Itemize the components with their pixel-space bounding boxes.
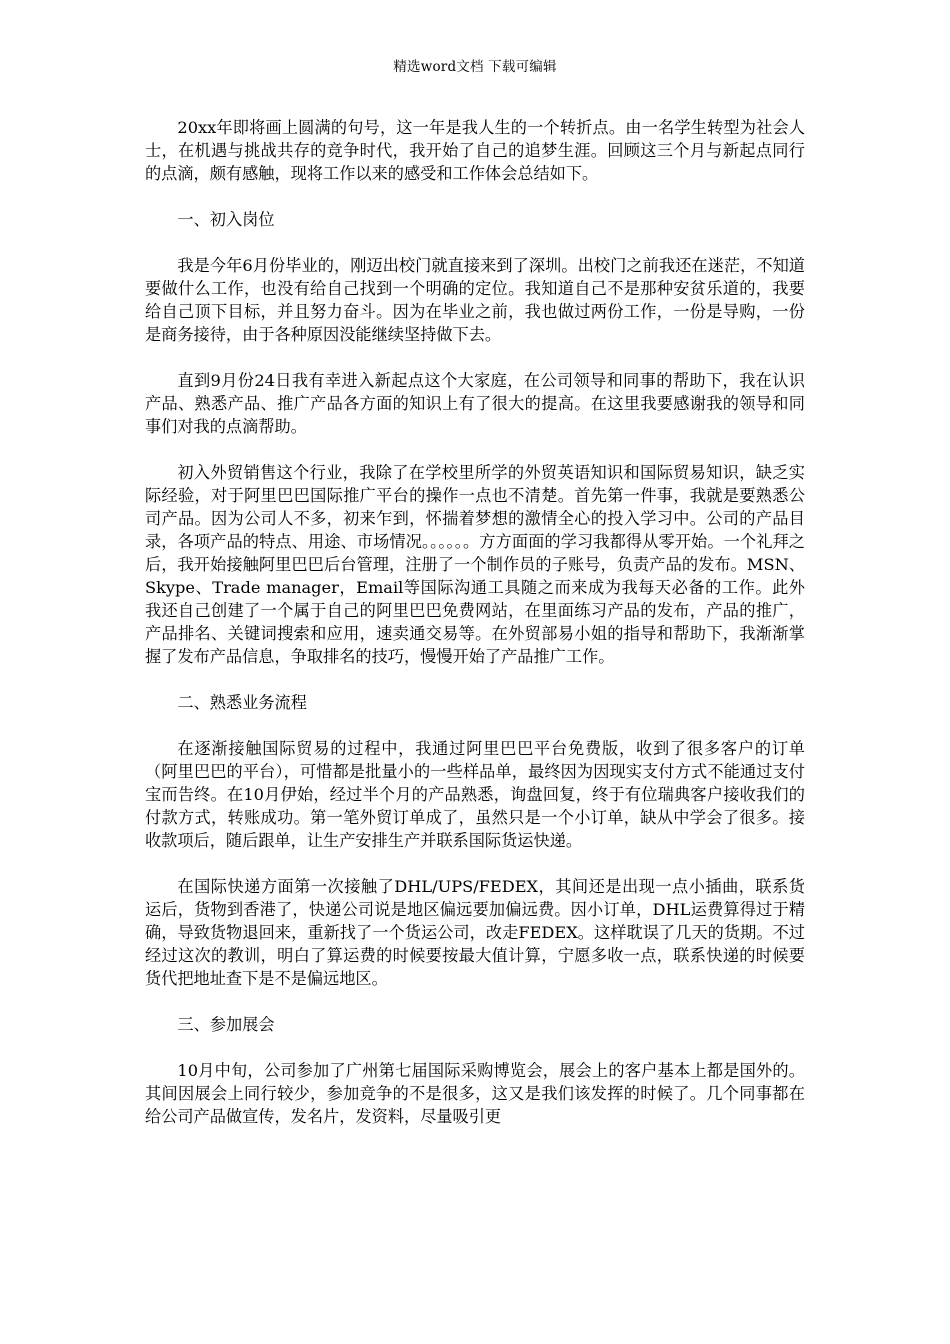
section-heading-2: 二、熟悉业务流程 <box>177 693 307 712</box>
document-body <box>145 116 805 1151</box>
paragraph: 在国际快递方面第一次接触了DHL/UPS/FEDEX，其间还是出现一点小插曲，联系货运后，货物到香港了，快递公司说是地区偏远要加偏远费。因小订单，DHL运费算得过于精确，导致货物退回来，重新找了一个货运公司，改走FEDEX。这样耽误了几天的货期。不过经过这次的教训，明白了算运费的时候要按最大值计算，宁愿多收一点，联系快递的时候要货代把地址查下是不是偏远地区。 <box>145 877 805 988</box>
paragraph: 我是今年6月份毕业的，刚迈出校门就直接来到了深圳。出校门之前我还在迷茫，不知道要做什么工作，也没有给自己找到一个明确的定位。我知道自己不是那种安贫乐道的，我要给自己顶下目标，并且努力奋斗。因为在毕业之前，我也做过两份工作，一份是导购，一份是商务接待，由于各种原因没能继续坚持做下去。 <box>145 256 805 344</box>
section-heading-1: 一、初入岗位 <box>177 210 275 229</box>
paragraph: 初入外贸销售这个行业，我除了在学校里所学的外贸英语知识和国际贸易知识，缺乏实际经验，对于阿里巴巴国际推广平台的操作一点也不清楚。首先第一件事，我就是要熟悉公司产品。因为公司人不多，初来乍到，怀揣着梦想的激情全心的投入学习中。公司的产品目录，各项产品的特点、用途、市场情况。。。。。。方方面面的学习我都得从零开始。一个礼拜之后，我开始接触阿里巴巴后台管理，注册了一个制作员的子账号，负责产品的发布。MSN、Skype、Trade manager，Email等国际沟通工具随之而来成为我每天必备的工作。此外我还自己创建了一个属于自己的阿里巴巴免费网站，在里面练习产品的发布，产品的推广，产品排名、关键词搜索和应用，速卖通交易等。在外贸部易小姐的指导和帮助下，我渐渐掌握了发布产品信息，争取排名的技巧，慢慢开始了产品推广工作。 <box>145 463 805 666</box>
paragraph: 直到9月份24日我有幸进入新起点这个大家庭，在公司领导和同事的帮助下，我在认识产品、熟悉产品、推广产品各方面的知识上有了很大的提高。在这里我要感谢我的领导和同事们对我的点滴帮助。 <box>145 371 805 436</box>
page-header: 精选word文档 下载可编辑 <box>393 59 557 75</box>
paragraph: 在逐渐接触国际贸易的过程中，我通过阿里巴巴平台免费版，收到了很多客户的订单（阿里巴巴的平台），可惜都是批量小的一些样品单，最终因为因现实支付方式不能通过支付宝而告终。在10月伊始，经过半个月的产品熟悉，询盘回复，终于有位瑞典客户接收我们的付款方式，转账成功。第一笔外贸订单成了，虽然只是一个小订单，缺从中学会了很多。接收款项后，随后跟单，让生产安排生产并联系国际货运快递。 <box>145 739 805 850</box>
section-heading-3: 三、参加展会 <box>177 1015 275 1034</box>
paragraph: 10月中旬，公司参加了广州第七届国际采购博览会，展会上的客户基本上都是国外的。其间因展会上同行较少，参加竞争的不是很多，这又是我们该发挥的时候了。几个同事都在给公司产品做宣传，发名片，发资料，尽量吸引更 <box>145 1061 805 1126</box>
paragraph-intro: 20xx年即将画上圆满的句号，这一年是我人生的一个转折点。由一名学生转型为社会人士，在机遇与挑战共存的竞争时代，我开始了自己的追梦生涯。回顾这三个月与新起点同行的点滴，颇有感触，现将工作以来的感受和工作体会总结如下。 <box>145 118 805 183</box>
